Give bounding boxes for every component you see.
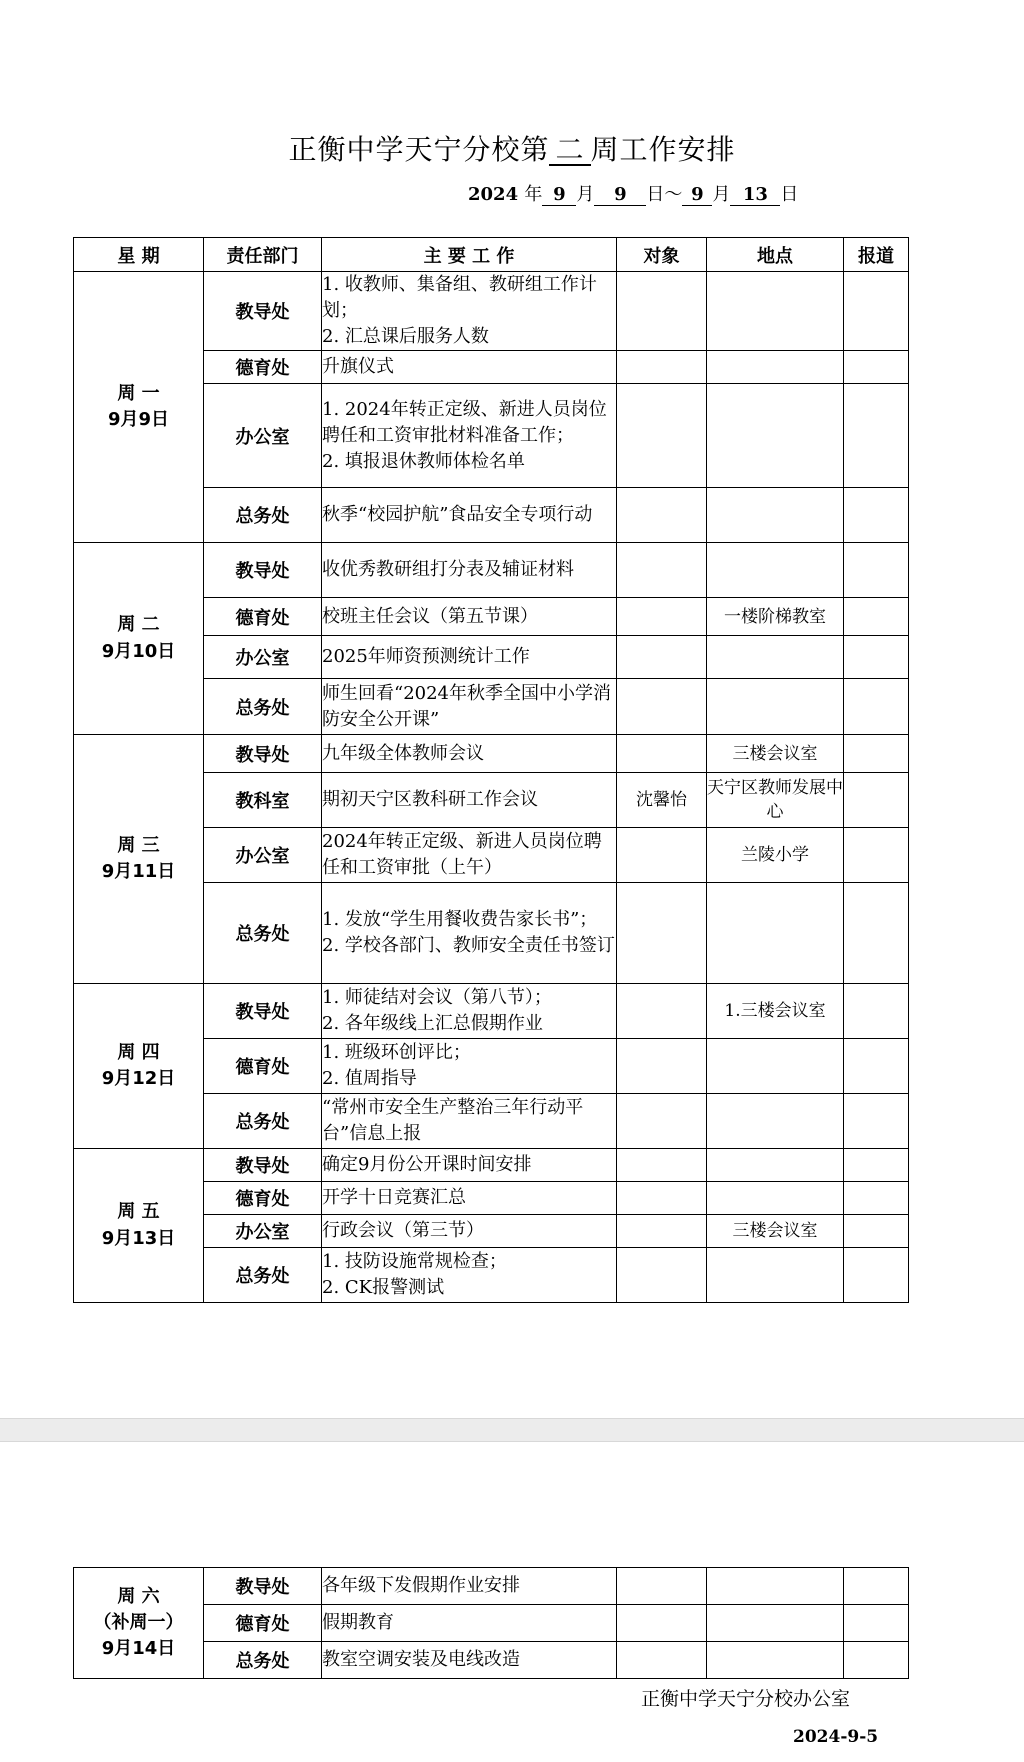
work-cell xyxy=(322,883,617,984)
location-cell xyxy=(707,1094,844,1149)
department-cell: 教导处 xyxy=(204,984,322,1039)
report-cell xyxy=(844,272,909,351)
department-cell: 教导处 xyxy=(204,1568,322,1605)
work-line: 2. 填报退休教师体检名单 xyxy=(322,450,525,472)
work-line: 收优秀教研组打分表及辅证材料 xyxy=(322,559,574,580)
department-cell: 教导处 xyxy=(204,272,322,351)
work-cell xyxy=(322,1182,617,1215)
work-cell xyxy=(322,1149,617,1182)
end-day: 13 xyxy=(730,186,780,206)
target-cell xyxy=(617,351,707,384)
target-cell xyxy=(617,1094,707,1149)
work-line: 1. 班级环创评比； xyxy=(322,1042,471,1063)
work-line: 假期教育 xyxy=(322,1612,394,1633)
target-cell xyxy=(617,488,707,543)
day-name: 周 三 xyxy=(117,834,160,856)
day-note: （补周一） xyxy=(93,1611,184,1633)
location-cell: 兰陵小学 xyxy=(707,828,844,883)
department-cell: 总务处 xyxy=(204,488,322,543)
report-cell xyxy=(844,598,909,636)
department-cell: 德育处 xyxy=(204,598,322,636)
department-cell: 总务处 xyxy=(204,1094,322,1149)
saturday-table xyxy=(73,1567,909,1679)
target-cell xyxy=(617,1182,707,1215)
header-department: 责任部门 xyxy=(204,238,322,272)
work-cell xyxy=(322,773,617,828)
work-cell xyxy=(322,679,617,735)
work-cell xyxy=(322,543,617,598)
report-cell xyxy=(844,488,909,543)
day-cell xyxy=(74,543,204,735)
target-cell xyxy=(617,636,707,679)
work-line: 升旗仪式 xyxy=(322,356,394,377)
work-cell xyxy=(322,735,617,773)
header-weekday: 星 期 xyxy=(74,238,204,272)
day-char-2: 日 xyxy=(780,184,799,205)
work-line: 2. 汇总课后服务人数 xyxy=(322,326,489,347)
work-cell xyxy=(322,1642,617,1679)
target-cell xyxy=(617,1248,707,1303)
date-range xyxy=(468,180,798,206)
header-report: 报道 xyxy=(844,238,909,272)
report-cell xyxy=(844,883,909,984)
target-cell xyxy=(617,1568,707,1605)
location-cell xyxy=(707,488,844,543)
work-line: 秋季“校园护航”食品安全专项行动 xyxy=(322,504,593,525)
start-day: 9 xyxy=(594,186,646,206)
work-cell xyxy=(322,1248,617,1303)
department-cell: 总务处 xyxy=(204,1248,322,1303)
location-cell xyxy=(707,636,844,679)
report-cell xyxy=(844,1094,909,1149)
target-cell xyxy=(617,1642,707,1679)
work-line: 1. 2024年转正定级、新进人员岗位聘任和工资审批材料准备工作； xyxy=(322,398,607,446)
schedule-table xyxy=(73,237,909,1303)
header-target: 对象 xyxy=(617,238,707,272)
day-cell xyxy=(74,272,204,543)
target-cell xyxy=(617,735,707,773)
report-cell xyxy=(844,1568,909,1605)
report-cell xyxy=(844,1642,909,1679)
report-cell xyxy=(844,984,909,1039)
report-cell xyxy=(844,543,909,598)
report-cell xyxy=(844,773,909,828)
location-cell: 一楼阶梯教室 xyxy=(707,598,844,636)
target-cell xyxy=(617,598,707,636)
report-cell xyxy=(844,679,909,735)
day-cell xyxy=(74,735,204,984)
department-cell: 德育处 xyxy=(204,1039,322,1094)
target-cell xyxy=(617,1149,707,1182)
day-date: 9月9日 xyxy=(107,409,170,430)
report-cell xyxy=(844,351,909,384)
work-line: 确定9月份公开课时间安排 xyxy=(322,1154,532,1175)
work-line: 师生回看“2024年秋季全国中小学消防安全公开课” xyxy=(322,682,612,730)
report-cell xyxy=(844,1215,909,1248)
report-cell xyxy=(844,828,909,883)
location-cell: 三楼会议室 xyxy=(707,735,844,773)
location-cell xyxy=(707,272,844,351)
location-cell xyxy=(707,543,844,598)
day-cell xyxy=(74,1149,204,1303)
page-separator xyxy=(0,1418,1024,1442)
work-cell xyxy=(322,598,617,636)
day-cell xyxy=(74,984,204,1149)
department-cell: 总务处 xyxy=(204,679,322,735)
day-name: 周 二 xyxy=(117,614,160,636)
location-cell xyxy=(707,1642,844,1679)
work-line: 行政会议（第三节） xyxy=(322,1220,484,1241)
target-cell xyxy=(617,543,707,598)
range-tilde: ～ xyxy=(664,184,683,205)
work-line: 校班主任会议（第五节课） xyxy=(322,605,538,627)
department-cell: 教导处 xyxy=(204,1149,322,1182)
report-cell xyxy=(844,1039,909,1094)
target-cell xyxy=(617,984,707,1039)
target-cell xyxy=(617,1039,707,1094)
work-line: 2. 学校各部门、教师安全责任书签订 xyxy=(322,935,615,956)
department-cell: 办公室 xyxy=(204,828,322,883)
target-cell xyxy=(617,272,707,351)
work-cell xyxy=(322,1094,617,1149)
department-cell: 教导处 xyxy=(204,543,322,598)
work-cell xyxy=(322,1605,617,1642)
work-line: 2024年转正定级、新进人员岗位聘任和工资审批（上午） xyxy=(322,831,602,878)
work-line: 2025年师资预测统计工作 xyxy=(322,646,530,667)
location-cell xyxy=(707,1248,844,1303)
day-char: 日 xyxy=(646,184,665,205)
day-date: 9月14日 xyxy=(101,1638,176,1660)
date-year: 2024 xyxy=(468,184,519,205)
report-cell xyxy=(844,1149,909,1182)
target-cell xyxy=(617,828,707,883)
work-line: 九年级全体教师会议 xyxy=(322,742,484,764)
day-date: 9月13日 xyxy=(101,1227,176,1249)
work-line: 2. 各年级线上汇总假期作业 xyxy=(322,1013,543,1034)
location-cell xyxy=(707,351,844,384)
location-cell xyxy=(707,883,844,984)
work-line: 各年级下发假期作业安排 xyxy=(322,1575,520,1596)
title-prefix: 正衡中学天宁分校第 xyxy=(288,133,550,166)
year-char: 年 xyxy=(524,184,543,205)
target-cell xyxy=(617,679,707,735)
table-row xyxy=(74,272,909,351)
location-cell xyxy=(707,1149,844,1182)
table-row xyxy=(74,735,909,773)
work-line: 教室空调安装及电线改造 xyxy=(322,1649,520,1670)
table-header-row xyxy=(74,238,909,272)
table-row xyxy=(74,984,909,1039)
department-cell: 教科室 xyxy=(204,773,322,828)
work-cell xyxy=(322,351,617,384)
department-cell: 德育处 xyxy=(204,1182,322,1215)
header-location: 地点 xyxy=(707,238,844,272)
work-line: “常州市安全生产整治三年行动平台”信息上报 xyxy=(322,1097,584,1144)
work-cell xyxy=(322,984,617,1039)
department-cell: 总务处 xyxy=(204,883,322,984)
report-cell xyxy=(844,636,909,679)
target-cell xyxy=(617,384,707,488)
day-date: 9月11日 xyxy=(101,861,176,882)
footer-office: 正衡中学天宁分校办公室 xyxy=(641,1688,851,1710)
work-line: 2. CK报警测试 xyxy=(322,1277,445,1298)
report-cell xyxy=(844,1248,909,1303)
work-line: 期初天宁区教科研工作会议 xyxy=(322,789,538,810)
department-cell: 办公室 xyxy=(204,636,322,679)
work-cell xyxy=(322,828,617,883)
department-cell: 办公室 xyxy=(204,1215,322,1248)
work-cell xyxy=(322,384,617,488)
report-cell xyxy=(844,735,909,773)
report-cell xyxy=(844,384,909,488)
work-line: 1. 发放“学生用餐收费告家长书”； xyxy=(322,909,598,930)
end-month: 9 xyxy=(682,186,712,206)
report-cell xyxy=(844,1605,909,1642)
work-line: 1. 技防设施常规检查； xyxy=(322,1251,507,1272)
location-cell xyxy=(707,1568,844,1605)
month-char-2: 月 xyxy=(712,184,731,205)
month-char: 月 xyxy=(576,184,595,205)
table-row xyxy=(74,1149,909,1182)
work-line: 开学十日竞赛汇总 xyxy=(322,1187,466,1208)
target-cell xyxy=(617,1215,707,1248)
location-cell xyxy=(707,679,844,735)
location-cell xyxy=(707,384,844,488)
day-name: 周 一 xyxy=(117,382,160,404)
target-cell xyxy=(617,883,707,984)
department-cell: 教导处 xyxy=(204,735,322,773)
start-month: 9 xyxy=(542,186,576,206)
department-cell: 德育处 xyxy=(204,1605,322,1642)
target-cell xyxy=(617,1605,707,1642)
work-line: 2. 值周指导 xyxy=(322,1068,417,1089)
work-cell xyxy=(322,488,617,543)
work-cell xyxy=(322,272,617,351)
work-cell xyxy=(322,1568,617,1605)
location-cell xyxy=(707,1605,844,1642)
page-title xyxy=(0,128,1024,168)
location-cell xyxy=(707,1039,844,1094)
work-cell xyxy=(322,1039,617,1094)
day-name: 周 五 xyxy=(117,1201,160,1223)
table-row xyxy=(74,543,909,598)
work-cell xyxy=(322,636,617,679)
department-cell: 总务处 xyxy=(204,1642,322,1679)
day-name: 周 四 xyxy=(117,1041,160,1063)
department-cell: 办公室 xyxy=(204,384,322,488)
title-week-number: 二 xyxy=(549,135,590,166)
work-line: 1. 收教师、集备组、教研组工作计划； xyxy=(322,274,597,321)
footer-date: 2024-9-5 xyxy=(793,1727,879,1747)
day-cell xyxy=(74,1568,204,1679)
location-cell: 1.三楼会议室 xyxy=(707,984,844,1039)
day-date: 9月12日 xyxy=(101,1068,176,1089)
target-cell: 沈馨怡 xyxy=(617,773,707,828)
title-suffix: 周工作安排 xyxy=(590,133,736,166)
department-cell: 德育处 xyxy=(204,351,322,384)
location-cell xyxy=(707,1182,844,1215)
location-cell: 天宁区教师发展中心 xyxy=(707,773,844,828)
day-name: 周 六 xyxy=(117,1585,160,1607)
location-cell: 三楼会议室 xyxy=(707,1215,844,1248)
report-cell xyxy=(844,1182,909,1215)
table-row xyxy=(74,1568,909,1605)
work-line: 1. 师徒结对会议（第八节）； xyxy=(322,987,552,1008)
work-cell xyxy=(322,1215,617,1248)
day-date: 9月10日 xyxy=(101,640,176,662)
header-main-work: 主 要 工 作 xyxy=(322,238,617,272)
